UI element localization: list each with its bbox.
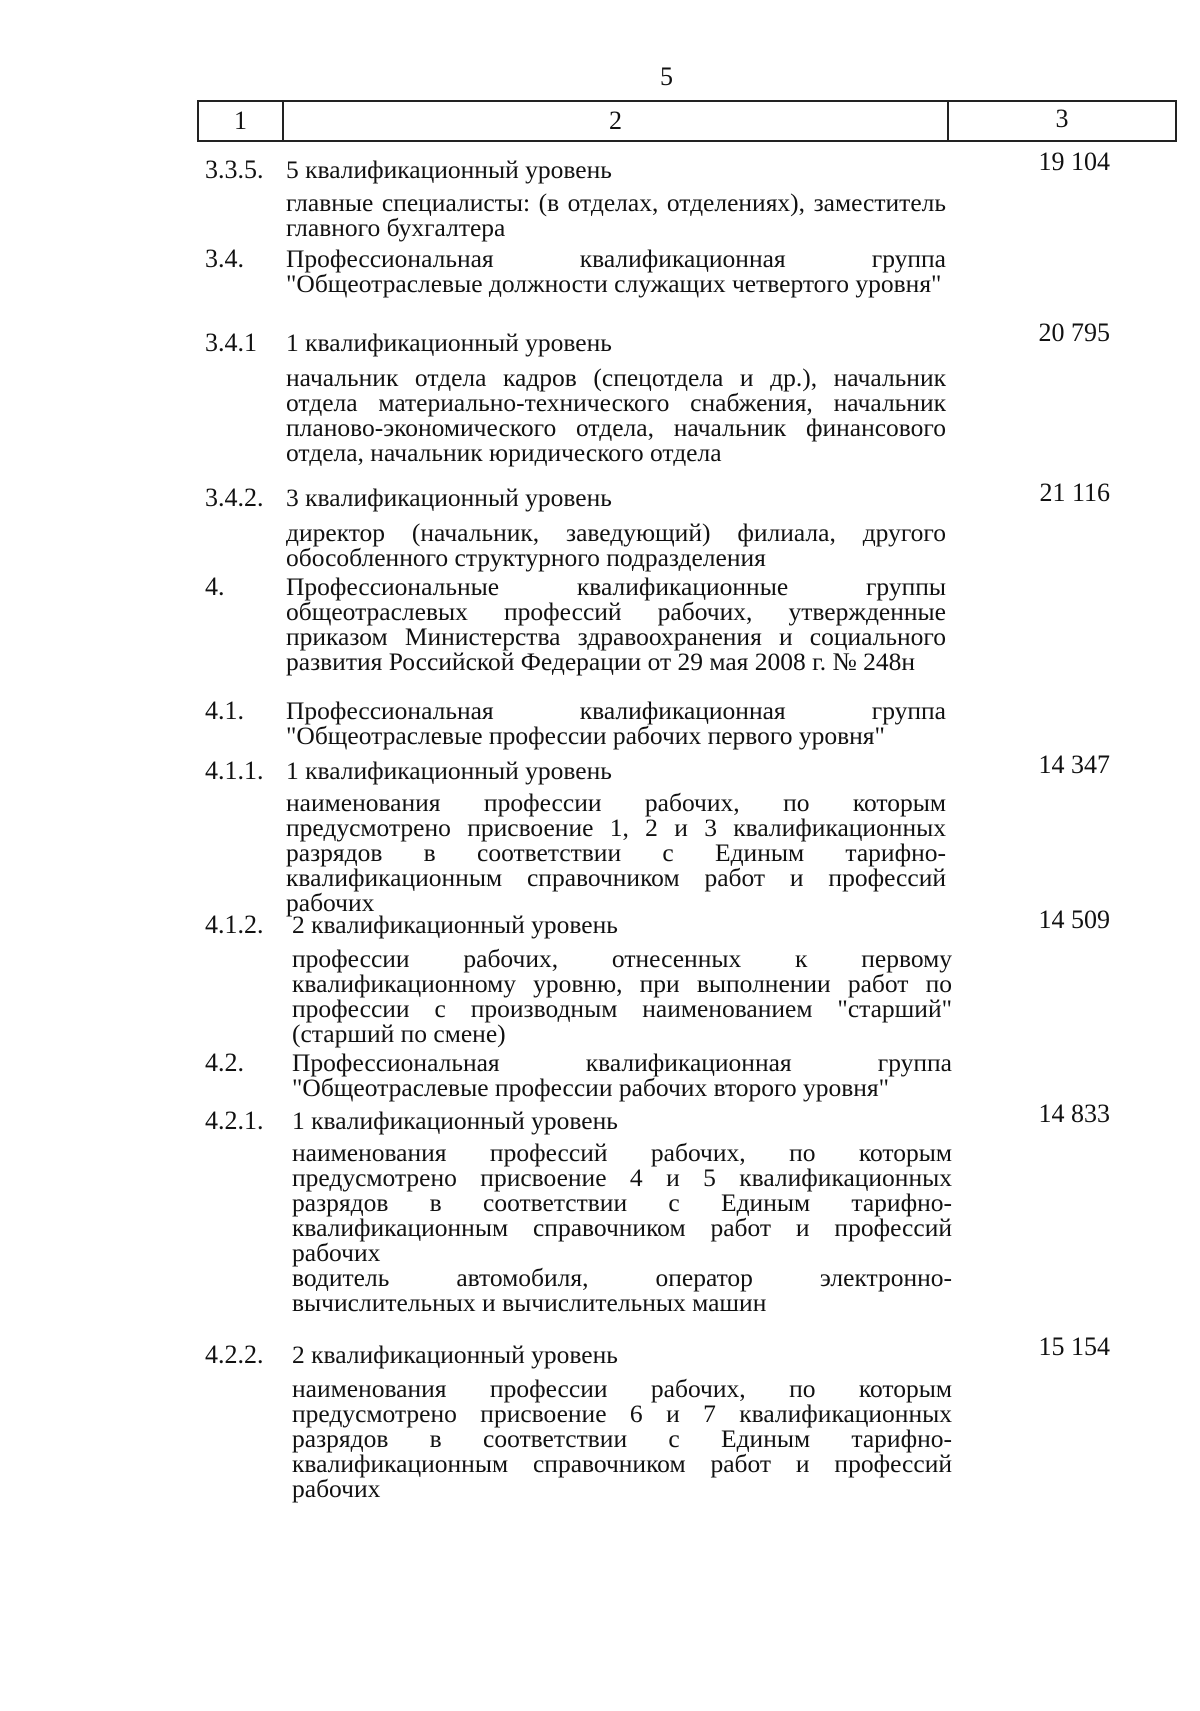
row-title: Профессиональная квалификационная группа "Общеотраслевые профессии рабочих второго уровня" xyxy=(292,1048,952,1102)
header-col-2: 2 xyxy=(284,102,949,140)
page-number: 5 xyxy=(660,62,673,91)
row-title: 3 квалификационный уровень xyxy=(286,483,612,512)
row-description: директор (начальник, заведующий) филиала, другого обособленного структурного подразделения xyxy=(286,518,946,572)
row-title: Профессиональные квалификационные группы общеотраслевых профессий рабочих, утвержденные приказом Министерства здравоохранения и социального развития Российской Федерации от 29 мая 2008 г. № 248н xyxy=(286,572,946,676)
row-title: 2 квалификационный уровень xyxy=(292,1340,618,1369)
row-code: 4.2.1. xyxy=(205,1106,264,1135)
row-code: 4.2. xyxy=(205,1048,244,1077)
row-title: 2 квалификационный уровень xyxy=(292,910,618,939)
row-value: 20 795 xyxy=(1038,318,1110,347)
row-code: 4.1.2. xyxy=(205,910,264,939)
row-value: 14 833 xyxy=(1038,1099,1110,1128)
header-col-1: 1 xyxy=(199,102,284,140)
row-code: 4.1.1. xyxy=(205,756,264,785)
row-value: 14 509 xyxy=(1038,905,1110,934)
row-value: 15 154 xyxy=(1038,1332,1110,1361)
row-title: 1 квалификационный уровень xyxy=(292,1106,618,1135)
row-value: 19 104 xyxy=(1038,147,1110,176)
row-code: 4.1. xyxy=(205,696,244,725)
row-value: 21 116 xyxy=(1039,478,1110,507)
row-description: водитель автомобиля, оператор электронно-вычислительных и вычислительных машин xyxy=(292,1263,952,1317)
row-code: 4.2.2. xyxy=(205,1340,264,1369)
row-code: 4. xyxy=(205,572,225,601)
row-description: наименования профессий рабочих, по которым предусмотрено присвоение 4 и 5 квалификационных разрядов в соответствии с Единым тарифно-квалификационным справочником работ и профессий рабочих xyxy=(292,1138,952,1267)
row-description: главные специалисты: (в отделах, отделениях), заместитель главного бухгалтера xyxy=(286,188,946,242)
table-header xyxy=(197,100,1177,142)
header-col-3: 3 xyxy=(1055,104,1069,133)
row-code: 3.4.1 xyxy=(205,328,257,357)
row-title: Профессиональная квалификационная группа "Общеотраслевые должности служащих четвертого уровня" xyxy=(286,244,946,298)
row-title: 1 квалификационный уровень xyxy=(286,756,612,785)
row-code: 3.3.5. xyxy=(205,155,264,184)
row-description: начальник отдела кадров (спецотдела и др.), начальник отдела материально-технического снабжения, начальник планово-экономического отдела, начальник финансового отдела, начальник юридического отдела xyxy=(286,363,946,467)
row-code: 3.4.2. xyxy=(205,483,264,512)
row-title: Профессиональная квалификационная группа "Общеотраслевые профессии рабочих первого уровня" xyxy=(286,696,946,750)
row-code: 3.4. xyxy=(205,244,244,273)
row-value: 14 347 xyxy=(1038,750,1110,779)
row-title: 5 квалификационный уровень xyxy=(286,155,612,184)
row-description: наименования профессии рабочих, по которым предусмотрено присвоение 1, 2 и 3 квалификационных разрядов в соответствии с Единым тарифно-квалификационным справочником работ и профессий рабочих xyxy=(286,788,946,917)
row-title: 1 квалификационный уровень xyxy=(286,328,612,357)
row-description: наименования профессии рабочих, по которым предусмотрено присвоение 6 и 7 квалификационных разрядов в соответствии с Единым тарифно-квалификационным справочником работ и профессий рабочих xyxy=(292,1374,952,1503)
row-description: профессии рабочих, отнесенных к первому квалификационному уровню, при выполнении работ по профессии с производным наименованием "старший" (старший по смене) xyxy=(292,944,952,1048)
